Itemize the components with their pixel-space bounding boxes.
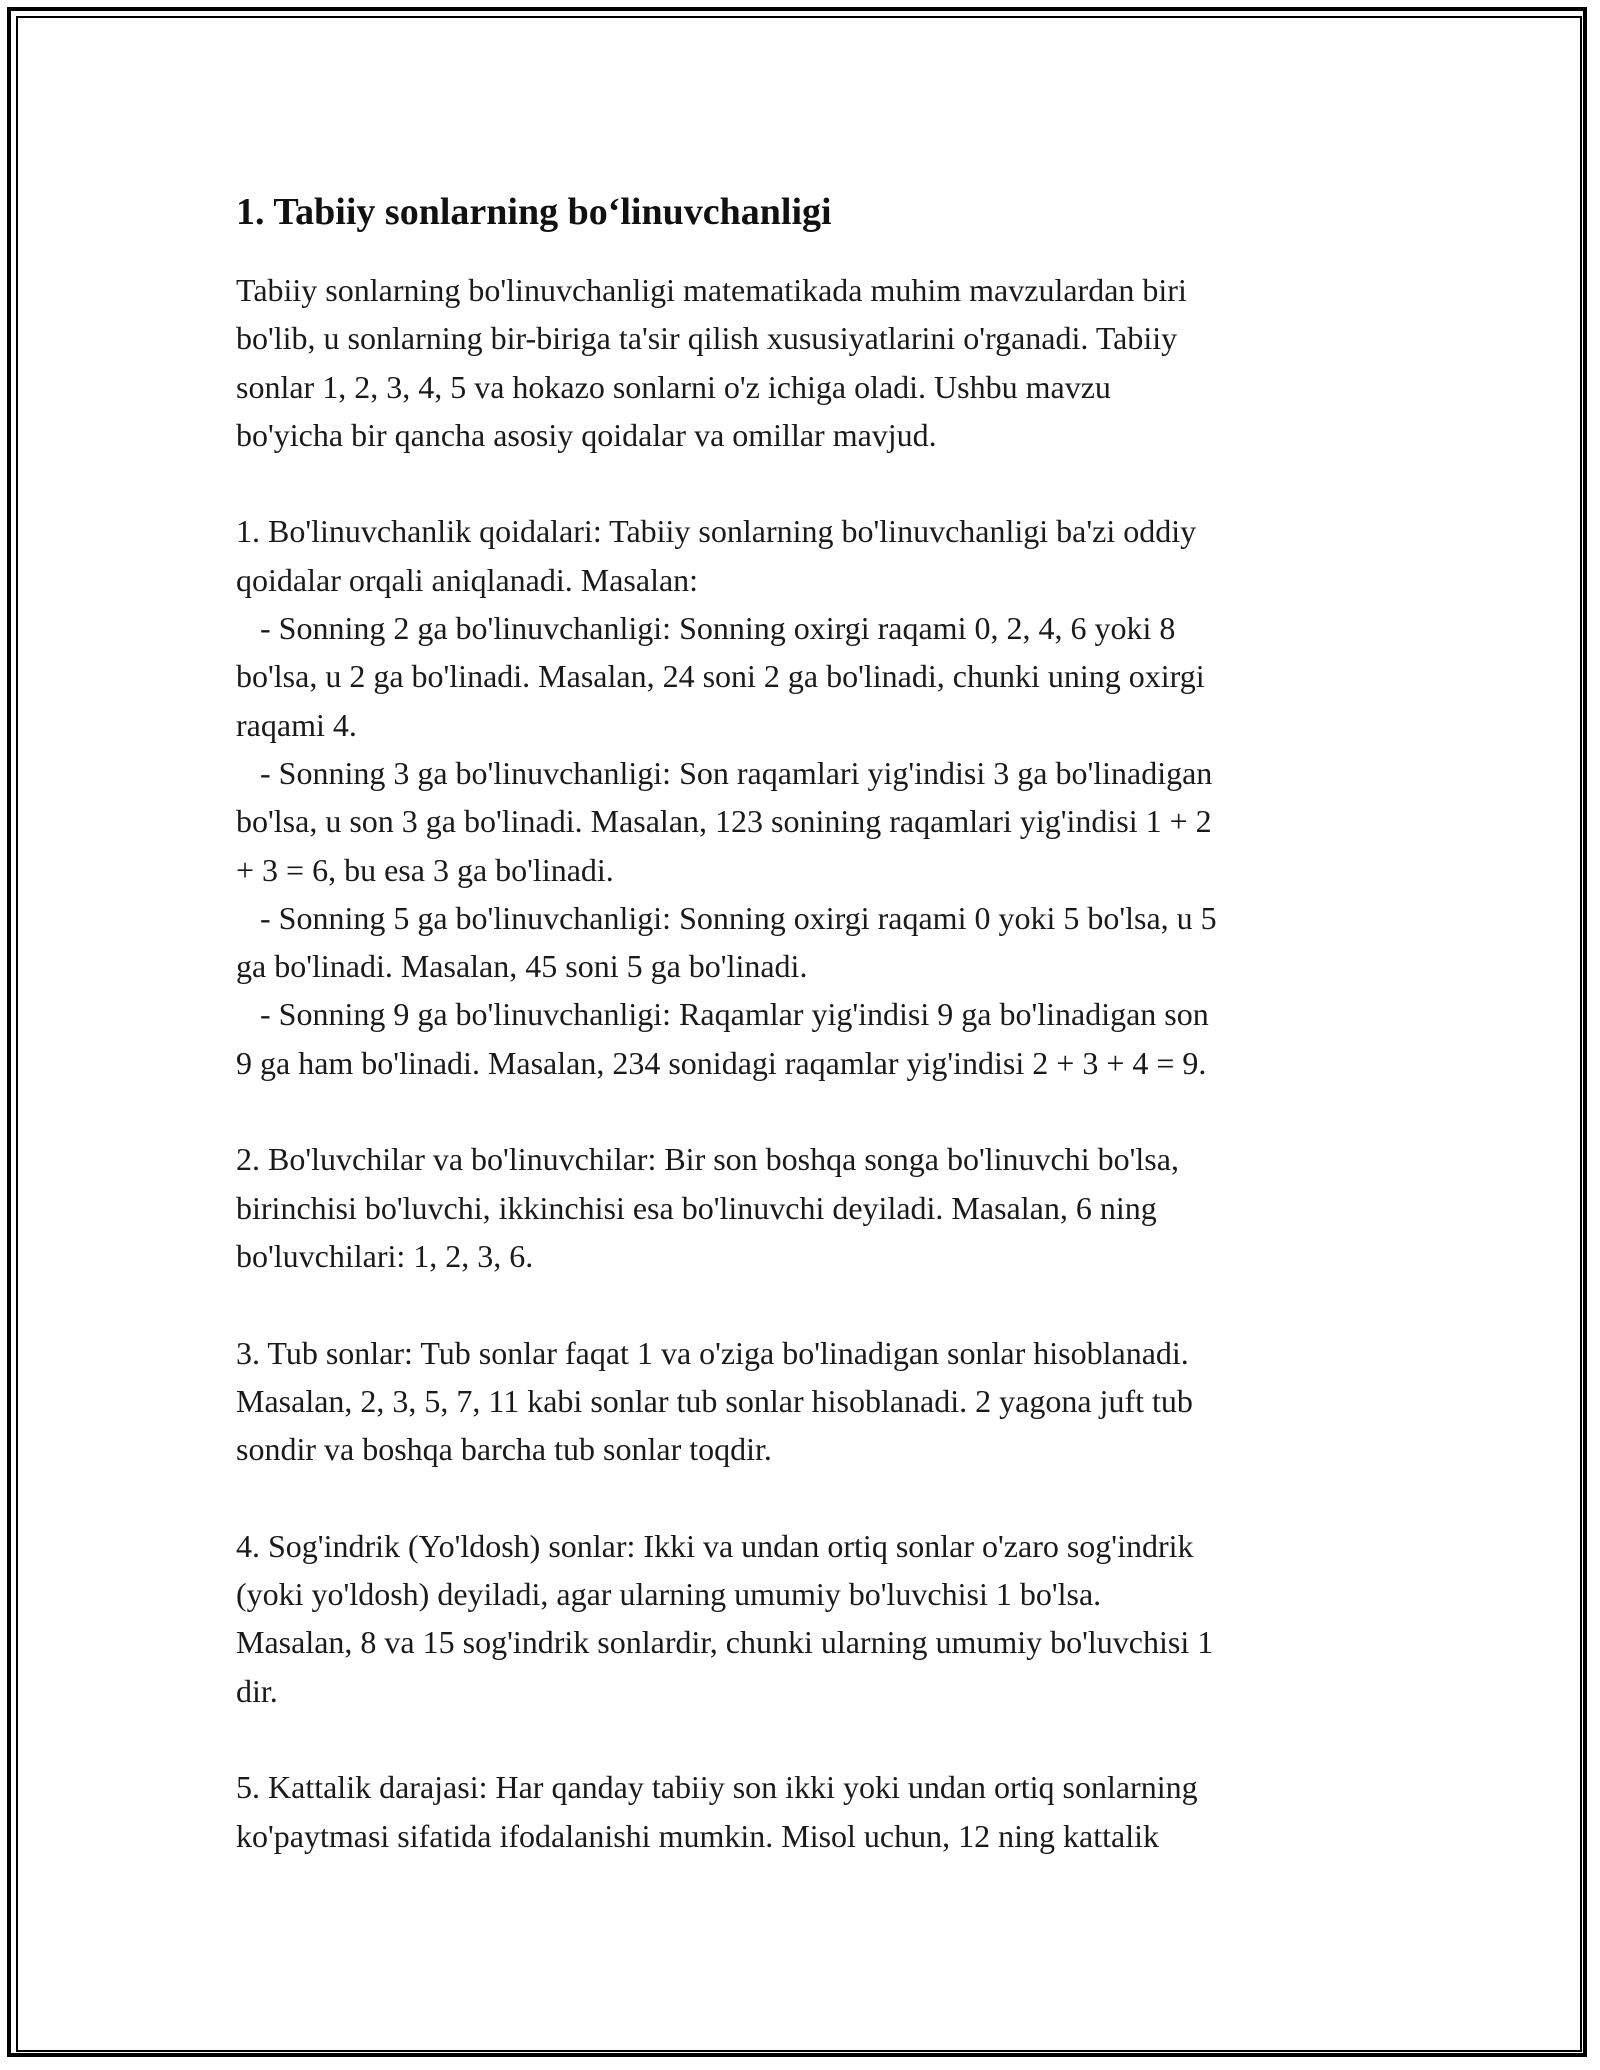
blank-line — [236, 1715, 1386, 1763]
blank-line — [236, 1473, 1386, 1521]
text-line: - Sonning 9 ga bo'linuvchanligi: Raqamlar yig'indisi 9 ga bo'linadigan son — [236, 996, 1209, 1033]
blank-line — [236, 459, 1386, 507]
text-line: - Sonning 5 ga bo'linuvchanligi: Sonning oxirgi raqami 0 yoki 5 bo'lsa, u 5 — [236, 899, 1217, 936]
text-line: - Sonning 2 ga bo'linuvchanligi: Sonning oxirgi raqami 0, 2, 4, 6 yoki 8 — [236, 610, 1176, 647]
text-line: birinchisi bo'luvchi, ikkinchisi esa bo'linuvchi deyiladi. Masalan, 6 ning — [236, 1189, 1157, 1226]
text-line: - Sonning 3 ga bo'linuvchanligi: Son raqamlari yig'indisi 3 ga bo'linadigan — [236, 754, 1213, 791]
text-line: 3. Tub sonlar: Tub sonlar faqat 1 va o'ziga bo'linadigan sonlar hisoblanadi. — [236, 1334, 1189, 1371]
document-text — [236, 266, 1386, 1860]
text-line: bo'lsa, u 2 ga bo'linadi. Masalan, 24 soni 2 ga bo'linadi, chunki uning oxirgi — [236, 658, 1205, 695]
text-line: 5. Kattalik darajasi: Har qanday tabiiy son ikki yoki undan ortiq sonlarning — [236, 1769, 1198, 1806]
text-line: sondir va boshqa barcha tub sonlar toqdir. — [236, 1431, 772, 1468]
text-line: dir. — [236, 1672, 278, 1709]
text-line: 9 ga ham bo'linadi. Masalan, 234 sonidagi raqamlar yig'indisi 2 + 3 + 4 = 9. — [236, 1044, 1207, 1081]
text-line: bo'lsa, u son 3 ga bo'linadi. Masalan, 123 sonining raqamlari yig'indisi 1 + 2 — [236, 803, 1212, 840]
blank-line — [236, 1280, 1386, 1328]
text-line: Masalan, 2, 3, 5, 7, 11 kabi sonlar tub sonlar hisoblanadi. 2 yagona juft tub — [236, 1382, 1193, 1419]
text-line: bo'yicha bir qancha asosiy qoidalar va omillar mavjud. — [236, 416, 937, 453]
text-line: qoidalar orqali aniqlanadi. Masalan: — [236, 561, 699, 598]
document-body — [236, 188, 1386, 1860]
text-line: ko'paytmasi sifatida ifodalanishi mumkin. Misol uchun, 12 ning kattalik — [236, 1817, 1159, 1854]
text-line: 4. Sog'indrik (Yo'ldosh) sonlar: Ikki va undan ortiq sonlar o'zaro sog'indrik — [236, 1527, 1194, 1564]
document-title: 1. Tabiiy sonlarning bo‘linuvchanligi — [236, 191, 832, 233]
text-line: Masalan, 8 va 15 sog'indrik sonlardir, chunki ularning umumiy bo'luvchisi 1 — [236, 1624, 1214, 1661]
blank-line — [236, 1087, 1386, 1135]
text-line: (yoki yo'ldosh) deyiladi, agar ularning umumiy bo'luvchisi 1 bo'lsa. — [236, 1576, 1102, 1613]
text-line: 2. Bo'luvchilar va bo'linuvchilar: Bir son boshqa songa bo'linuvchi bo'lsa, — [236, 1141, 1179, 1178]
text-line: ga bo'linadi. Masalan, 45 soni 5 ga bo'linadi. — [236, 948, 808, 985]
text-line: 1. Bo'linuvchanlik qoidalari: Tabiiy sonlarning bo'linuvchanligi ba'zi oddiy — [236, 513, 1197, 550]
text-line: raqami 4. — [236, 706, 357, 743]
text-line: Tabiiy sonlarning bo'linuvchanligi matematikada muhim mavzulardan biri — [236, 272, 1187, 308]
text-line: sonlar 1, 2, 3, 4, 5 va hokazo sonlarni o'z ichiga oladi. Ushbu mavzu — [236, 368, 1111, 405]
text-line: bo'lib, u sonlarning bir-biriga ta'sir qilish xususiyatlarini o'rganadi. Tabiiy — [236, 320, 1178, 357]
text-line: bo'luvchilari: 1, 2, 3, 6. — [236, 1237, 534, 1274]
text-line: + 3 = 6, bu esa 3 ga bo'linadi. — [236, 851, 614, 888]
